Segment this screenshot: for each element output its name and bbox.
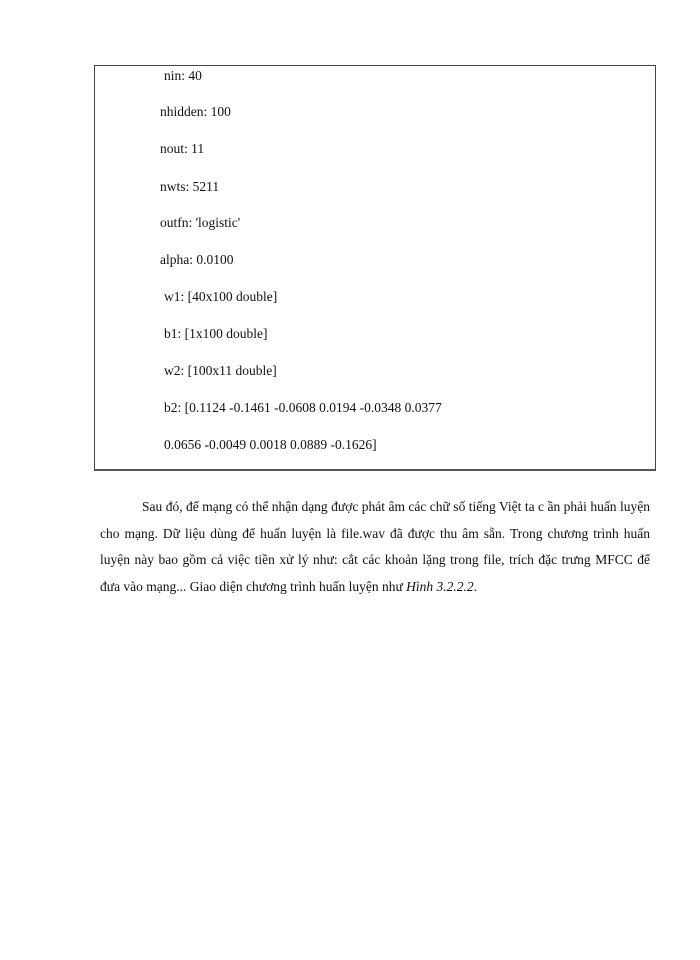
code-line-nhidden: nhidden: 100	[160, 104, 231, 119]
code-line-nwts: nwts: 5211	[160, 179, 220, 194]
code-line-outfn: outfn: 'logistic'	[160, 215, 241, 230]
code-line-nout: nout: 11	[160, 141, 205, 156]
code-output-box	[94, 65, 656, 471]
code-line-b2: b2: [0.1124 -0.1461 -0.0608 0.0194 -0.0348 0.0377	[164, 400, 442, 415]
body-paragraph	[100, 494, 650, 600]
code-line-b2-continued: 0.0656 -0.0049 0.0018 0.0889 -0.1626]	[164, 437, 377, 452]
code-line-w2: w2: [100x11 double]	[164, 363, 277, 378]
paragraph-ending: .	[473, 578, 478, 594]
code-line-w1: w1: [40x100 double]	[164, 289, 278, 304]
paragraph-text: Sau đó, để mạng có thể nhận dạng được phát âm các chữ số tiếng Việt ta c ần phải huấn luyện cho mạng. Dữ liệu dùng để huấn luyện là file.wav đã được thu âm sẵn. Trong chương trình huấn luyện này bao gồm cả việc tiền xử lý như: cắt các khoản lặng trong file, trích đặc trưng MFCC để đưa vào mạng... Giao diện chương trình huấn luyện như	[100, 499, 650, 594]
code-line-alpha: alpha: 0.0100	[160, 252, 234, 267]
figure-reference: Hình 3.2.2.2	[406, 578, 474, 594]
code-line-b1: b1: [1x100 double]	[164, 326, 268, 341]
code-line-nin: nin: 40	[164, 68, 202, 83]
